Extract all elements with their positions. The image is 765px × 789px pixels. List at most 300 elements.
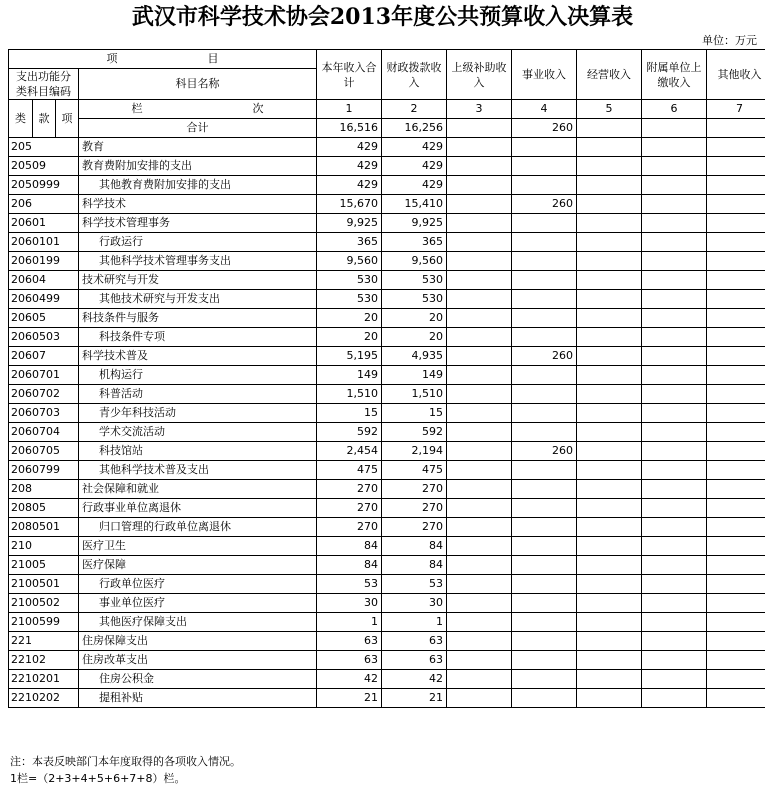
row-value-v7 [707,442,765,461]
row-name: 事业单位医疗 [79,594,317,613]
row-name: 医疗卫生 [79,537,317,556]
row-value-v5 [577,195,642,214]
row-value-v5 [577,575,642,594]
row-name: 住房保障支出 [79,632,317,651]
row-value-v5 [577,499,642,518]
row-name: 其他技术研究与开发支出 [79,290,317,309]
row-value-v5 [577,537,642,556]
row-value-v6 [642,347,707,366]
col-header-3: 上级补助收入 [447,50,512,100]
row-value-v7 [707,328,765,347]
total-v1: 16,516 [317,119,382,138]
row-value-v2: 2,194 [382,442,447,461]
row-value-v5 [577,157,642,176]
table-row [9,423,765,442]
table-row [9,575,765,594]
row-value-v1: 42 [317,670,382,689]
row-value-v4 [512,138,577,157]
row-value-v7 [707,499,765,518]
row-value-v6 [642,670,707,689]
row-name: 医疗保障 [79,556,317,575]
row-value-v6 [642,423,707,442]
xiang-header: 项 [56,100,79,138]
row-value-v2: 20 [382,309,447,328]
row-name: 住房公积金 [79,670,317,689]
row-value-v2: 592 [382,423,447,442]
row-value-v6 [642,575,707,594]
row-value-v2: 84 [382,556,447,575]
row-value-v2: 530 [382,290,447,309]
table-row [9,518,765,537]
row-code: 2210201 [9,670,79,689]
row-value-v1: 5,195 [317,347,382,366]
total-v2: 16,256 [382,119,447,138]
row-value-v1: 63 [317,651,382,670]
row-code: 2060499 [9,290,79,309]
row-value-v6 [642,651,707,670]
row-code: 20605 [9,309,79,328]
row-code: 2060705 [9,442,79,461]
row-code: 20509 [9,157,79,176]
total-v6 [642,119,707,138]
row-value-v5 [577,290,642,309]
row-value-v1: 270 [317,499,382,518]
row-value-v2: 63 [382,651,447,670]
table-row [9,290,765,309]
row-value-v3 [447,556,512,575]
row-value-v2: 9,560 [382,252,447,271]
row-value-v6 [642,518,707,537]
row-value-v1: 20 [317,328,382,347]
row-value-v3 [447,442,512,461]
row-value-v7 [707,651,765,670]
row-value-v1: 149 [317,366,382,385]
table-row [9,195,765,214]
row-code: 2060704 [9,423,79,442]
row-value-v4 [512,157,577,176]
row-value-v7 [707,233,765,252]
row-value-v2: 1,510 [382,385,447,404]
row-value-v1: 530 [317,290,382,309]
row-value-v3 [447,328,512,347]
row-value-v7 [707,214,765,233]
item-header-left: 项 [106,52,118,65]
col-header-7: 其他收入 [707,50,765,100]
row-value-v1: 365 [317,233,382,252]
row-value-v3 [447,670,512,689]
row-value-v2: 365 [382,233,447,252]
row-value-v7 [707,138,765,157]
row-value-v7 [707,689,765,708]
row-value-v3 [447,214,512,233]
row-name: 其他教育费附加安排的支出 [79,176,317,195]
row-value-v2: 9,925 [382,214,447,233]
code-header: 支出功能分类科目编码 [9,69,79,100]
row-value-v2: 270 [382,518,447,537]
row-value-v1: 1,510 [317,385,382,404]
table-row [9,461,765,480]
row-name: 教育 [79,138,317,157]
row-value-v2: 84 [382,537,447,556]
row-value-v2: 63 [382,632,447,651]
row-value-v6 [642,328,707,347]
row-value-v4 [512,613,577,632]
row-value-v4 [512,404,577,423]
col-header-5: 经营收入 [577,50,642,100]
row-name: 其他科学技术管理事务支出 [79,252,317,271]
row-value-v1: 15 [317,404,382,423]
row-value-v5 [577,423,642,442]
row-value-v2: 30 [382,594,447,613]
total-row [9,119,765,138]
row-code: 2060799 [9,461,79,480]
row-value-v7 [707,157,765,176]
row-value-v6 [642,613,707,632]
row-value-v1: 475 [317,461,382,480]
row-code: 20604 [9,271,79,290]
row-code: 2060503 [9,328,79,347]
header-row-numbers [9,100,765,119]
row-value-v4 [512,632,577,651]
row-value-v7 [707,404,765,423]
row-value-v7 [707,366,765,385]
lan-label: 栏 [131,102,143,115]
row-value-v6 [642,366,707,385]
row-name: 其他医疗保障支出 [79,613,317,632]
row-value-v2: 270 [382,499,447,518]
col-number-7: 7 [707,100,765,119]
row-value-v6 [642,157,707,176]
row-code: 20607 [9,347,79,366]
row-value-v2: 429 [382,157,447,176]
row-value-v3 [447,575,512,594]
row-value-v5 [577,613,642,632]
row-value-v4 [512,518,577,537]
table-row [9,404,765,423]
row-value-v4 [512,689,577,708]
row-value-v7 [707,594,765,613]
row-value-v2: 20 [382,328,447,347]
row-value-v7 [707,613,765,632]
budget-table [8,49,765,708]
row-value-v7 [707,480,765,499]
row-value-v3 [447,252,512,271]
row-value-v2: 429 [382,138,447,157]
table-row [9,632,765,651]
table-row [9,651,765,670]
table-row [9,499,765,518]
row-value-v5 [577,670,642,689]
row-code: 208 [9,480,79,499]
row-value-v1: 429 [317,176,382,195]
row-value-v2: 1 [382,613,447,632]
row-value-v3 [447,480,512,499]
row-name: 技术研究与开发 [79,271,317,290]
table-row [9,537,765,556]
row-value-v3 [447,157,512,176]
row-name: 学术交流活动 [79,423,317,442]
row-value-v1: 84 [317,556,382,575]
row-value-v4 [512,271,577,290]
row-name: 科普活动 [79,385,317,404]
header-row-top [9,50,765,69]
row-value-v4 [512,233,577,252]
kuan-header: 款 [33,100,56,138]
row-name: 青少年科技活动 [79,404,317,423]
row-value-v3 [447,290,512,309]
table-row [9,309,765,328]
table-row [9,385,765,404]
row-code: 20601 [9,214,79,233]
lanci-header [79,100,317,119]
row-value-v1: 592 [317,423,382,442]
row-value-v4: 260 [512,195,577,214]
total-v7 [707,119,765,138]
row-value-v4 [512,480,577,499]
row-value-v3 [447,233,512,252]
col-header-4: 事业收入 [512,50,577,100]
row-name: 归口管理的行政单位离退休 [79,518,317,537]
row-value-v1: 63 [317,632,382,651]
row-value-v4 [512,176,577,195]
row-value-v6 [642,195,707,214]
row-value-v1: 20 [317,309,382,328]
row-value-v3 [447,537,512,556]
row-name: 科技条件与服务 [79,309,317,328]
row-value-v1: 15,670 [317,195,382,214]
row-value-v1: 429 [317,157,382,176]
row-name: 机构运行 [79,366,317,385]
row-value-v2: 4,935 [382,347,447,366]
row-value-v5 [577,176,642,195]
row-value-v3 [447,632,512,651]
row-value-v5 [577,366,642,385]
col-number-4: 4 [512,100,577,119]
table-row [9,613,765,632]
ci-label: 次 [252,102,264,115]
row-code: 210 [9,537,79,556]
row-value-v4 [512,461,577,480]
row-value-v5 [577,651,642,670]
row-value-v5 [577,347,642,366]
row-value-v1: 53 [317,575,382,594]
row-value-v6 [642,138,707,157]
row-name: 住房改革支出 [79,651,317,670]
row-value-v7 [707,252,765,271]
row-code: 2060702 [9,385,79,404]
row-name: 科学技术普及 [79,347,317,366]
item-header-cell [9,50,317,69]
table-row [9,689,765,708]
row-code: 20805 [9,499,79,518]
name-header: 科目名称 [79,69,317,100]
row-value-v1: 270 [317,480,382,499]
page-title: 武汉市科学技术协会2013年度公共预算收入决算表 [131,4,634,30]
row-value-v5 [577,271,642,290]
row-value-v5 [577,309,642,328]
row-value-v6 [642,214,707,233]
row-value-v4 [512,309,577,328]
row-name: 教育费附加安排的支出 [79,157,317,176]
row-value-v3 [447,613,512,632]
row-value-v1: 30 [317,594,382,613]
row-name: 行政事业单位离退休 [79,499,317,518]
row-value-v2: 149 [382,366,447,385]
row-value-v2: 53 [382,575,447,594]
table-row [9,138,765,157]
row-value-v7 [707,271,765,290]
row-value-v4 [512,290,577,309]
row-name: 科技馆站 [79,442,317,461]
row-value-v4 [512,252,577,271]
row-value-v4 [512,214,577,233]
row-code: 221 [9,632,79,651]
row-value-v2: 530 [382,271,447,290]
row-value-v2: 15,410 [382,195,447,214]
total-v5 [577,119,642,138]
table-row [9,556,765,575]
row-value-v6 [642,499,707,518]
row-value-v3 [447,423,512,442]
row-value-v7 [707,537,765,556]
row-value-v1: 530 [317,271,382,290]
row-value-v6 [642,537,707,556]
row-code: 2050999 [9,176,79,195]
lei-header: 类 [9,100,33,138]
row-value-v3 [447,689,512,708]
row-code: 2210202 [9,689,79,708]
row-value-v2: 270 [382,480,447,499]
table-row [9,442,765,461]
row-value-v7 [707,575,765,594]
row-value-v1: 21 [317,689,382,708]
col-number-3: 3 [447,100,512,119]
row-value-v6 [642,632,707,651]
row-code: 2080501 [9,518,79,537]
table-row [9,233,765,252]
table-row [9,157,765,176]
col-header-1: 本年收入合计 [317,50,382,100]
row-value-v3 [447,518,512,537]
row-value-v5 [577,404,642,423]
row-value-v3 [447,271,512,290]
table-row [9,328,765,347]
row-name: 提租补贴 [79,689,317,708]
row-value-v6 [642,480,707,499]
row-value-v3 [447,404,512,423]
row-value-v1: 84 [317,537,382,556]
row-code: 2060701 [9,366,79,385]
table-row [9,670,765,689]
row-value-v5 [577,461,642,480]
row-value-v4 [512,594,577,613]
row-code: 205 [9,138,79,157]
row-value-v4 [512,670,577,689]
row-code: 2060703 [9,404,79,423]
table-row [9,480,765,499]
row-code: 2100502 [9,594,79,613]
row-value-v5 [577,252,642,271]
row-value-v4 [512,651,577,670]
row-code: 21005 [9,556,79,575]
col-header-2: 财政拨款收入 [382,50,447,100]
total-v3 [447,119,512,138]
row-value-v6 [642,689,707,708]
row-value-v6 [642,252,707,271]
row-value-v3 [447,499,512,518]
row-value-v7 [707,518,765,537]
row-value-v6 [642,176,707,195]
row-value-v4 [512,385,577,404]
row-name: 科学技术 [79,195,317,214]
row-value-v5 [577,480,642,499]
row-name: 行政单位医疗 [79,575,317,594]
row-value-v2: 475 [382,461,447,480]
col-number-1: 1 [317,100,382,119]
row-value-v5 [577,689,642,708]
row-value-v6 [642,385,707,404]
row-value-v5 [577,233,642,252]
row-value-v1: 9,925 [317,214,382,233]
row-value-v7 [707,347,765,366]
row-code: 206 [9,195,79,214]
col-number-2: 2 [382,100,447,119]
row-value-v2: 15 [382,404,447,423]
row-value-v7 [707,556,765,575]
row-value-v7 [707,290,765,309]
row-value-v7 [707,385,765,404]
row-value-v3 [447,347,512,366]
table-row [9,176,765,195]
row-value-v3 [447,176,512,195]
item-header-right: 目 [207,52,219,65]
col-header-6: 附属单位上缴收入 [642,50,707,100]
table-row [9,347,765,366]
row-value-v1: 1 [317,613,382,632]
table-row [9,252,765,271]
row-name: 科技条件专项 [79,328,317,347]
row-value-v6 [642,556,707,575]
row-value-v3 [447,594,512,613]
row-value-v5 [577,518,642,537]
row-value-v6 [642,442,707,461]
row-value-v4 [512,423,577,442]
row-value-v4 [512,499,577,518]
row-value-v4 [512,556,577,575]
row-code: 2060101 [9,233,79,252]
row-value-v7 [707,195,765,214]
row-code: 2100501 [9,575,79,594]
row-code: 2100599 [9,613,79,632]
row-value-v7 [707,309,765,328]
row-value-v5 [577,214,642,233]
col-number-5: 5 [577,100,642,119]
row-name: 其他科学技术普及支出 [79,461,317,480]
row-value-v4 [512,328,577,347]
row-value-v5 [577,632,642,651]
row-value-v6 [642,309,707,328]
table-row [9,594,765,613]
row-value-v3 [447,366,512,385]
row-name: 行政运行 [79,233,317,252]
table-row [9,214,765,233]
row-value-v3 [447,138,512,157]
row-name: 科学技术管理事务 [79,214,317,233]
row-code: 22102 [9,651,79,670]
row-value-v4 [512,366,577,385]
row-value-v1: 270 [317,518,382,537]
row-value-v5 [577,385,642,404]
